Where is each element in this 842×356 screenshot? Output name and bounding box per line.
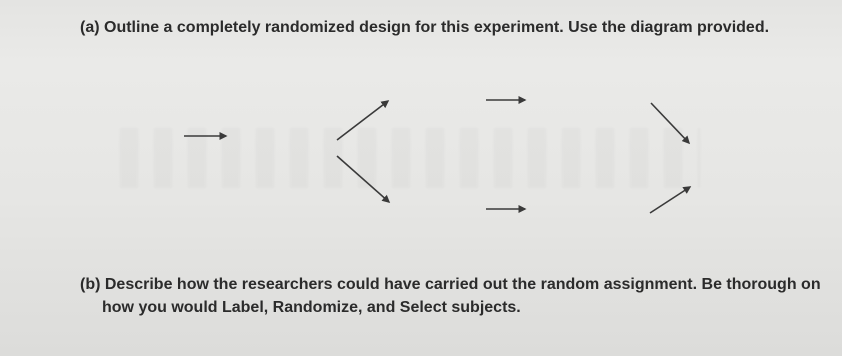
merge-down-arrow [651, 103, 689, 143]
question-part-b-line-1: (b) Describe how the researchers could have carried out the random assignment. Be thorough on [80, 276, 821, 293]
branch-down-arrow [337, 156, 389, 202]
question-part-a-text: (a) Outline a completely randomized design for this experiment. Use the diagram provided. [80, 19, 770, 36]
question-part-b [80, 273, 821, 319]
branch-up-arrow [337, 101, 388, 140]
question-part-b-line-2: how you would Label, Randomize, and Select subjects. [102, 299, 521, 316]
merge-up-arrow [650, 187, 690, 213]
